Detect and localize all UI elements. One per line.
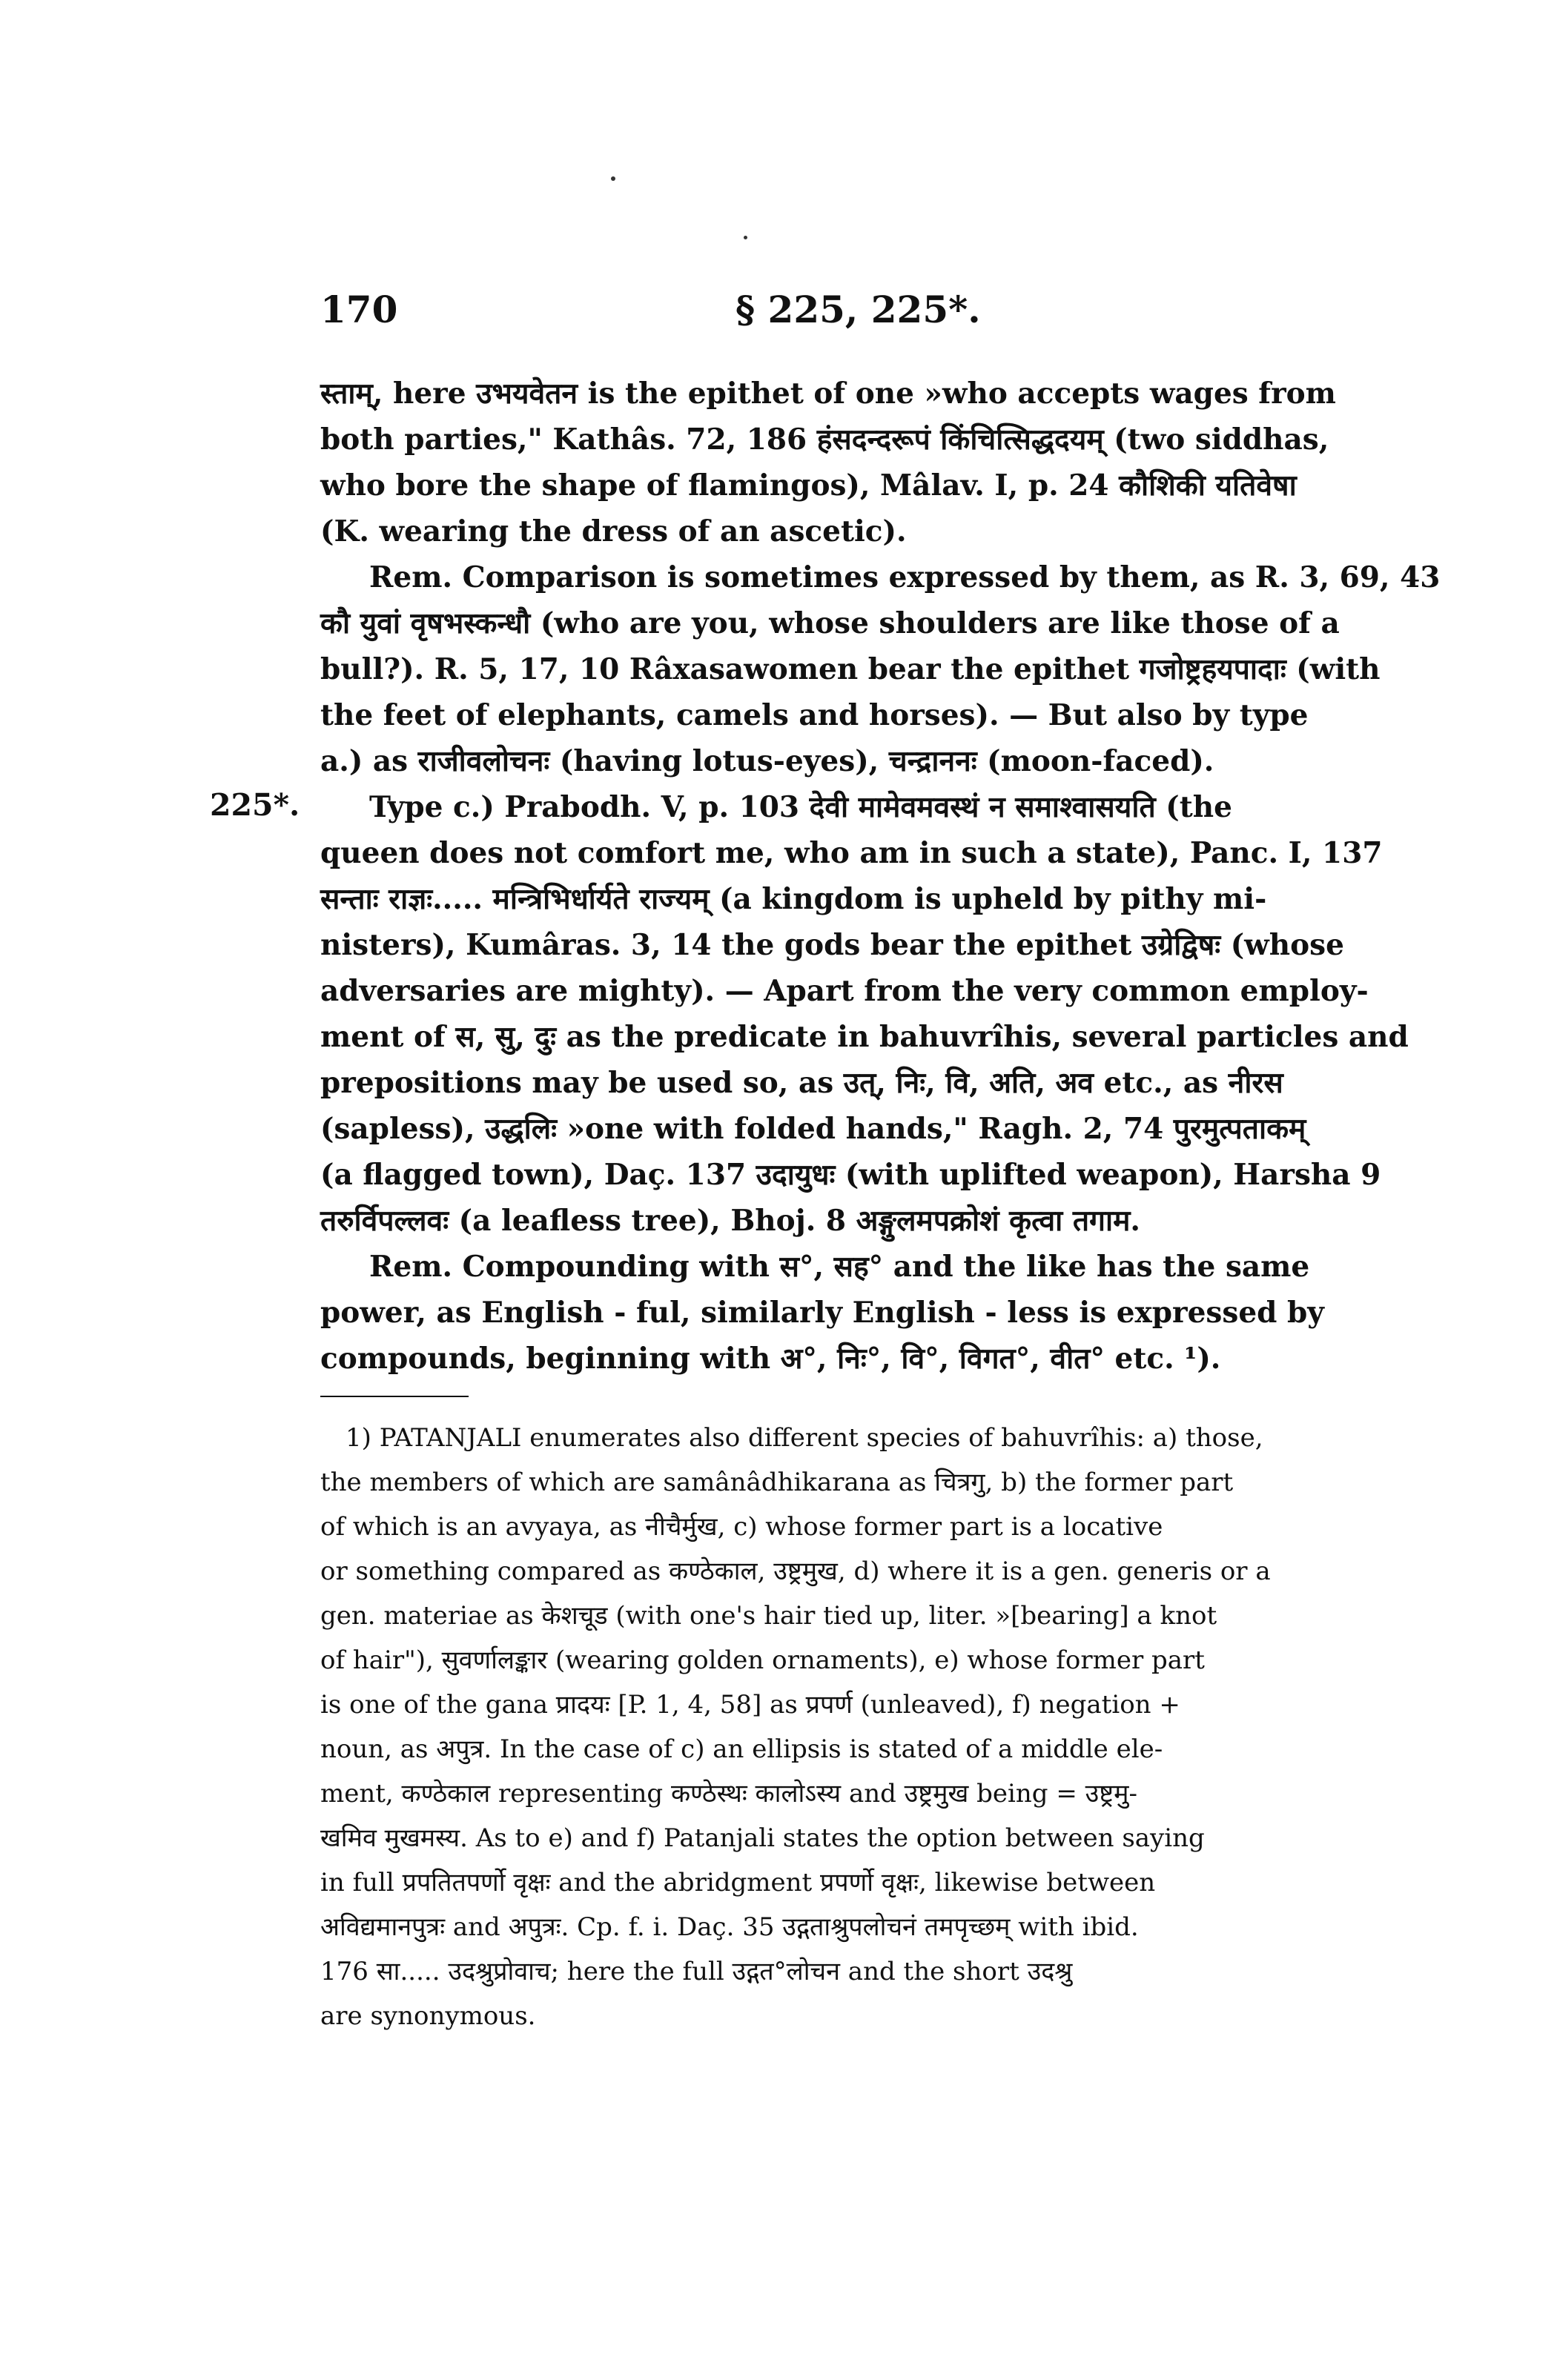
footnote-line: of which is an avyaya, as नीचैर्मुख, c) whose former part is a locative [320, 1512, 1163, 1542]
footnote-line: in full प्रपतितपर्णो वृक्षः and the abridgment प्रपर्णो वृक्षः, likewise between [320, 1868, 1156, 1897]
text-line: the feet of elephants, camels and horses). — But also by type [320, 698, 1309, 732]
text-line: adversaries are mighty). — Apart from the very common employ- [320, 974, 1369, 1008]
text-line: Rem. Compounding with स°, सह° and the like has the same [369, 1250, 1310, 1284]
text-line: कौ युवां वृषभस्कन्धौ (who are you, whose shoulders are like those of a [320, 606, 1340, 640]
text-line: (a flagged town), Daç. 137 उदायुधः (with uplifted weapon), Harsha 9 [320, 1158, 1381, 1192]
footnote-line: the members of which are samânâdhikarana as चित्रगु, b) the former part [320, 1468, 1234, 1497]
text-line: both parties," Kathâs. 72, 186 हंसदन्दरूपं किंचित्सिद्धदयम् (two siddhas, [320, 422, 1329, 457]
section-heading: § 225, 225*. [735, 288, 981, 331]
text-line: Rem. Comparison is sometimes expressed by them, as R. 3, 69, 43 [369, 560, 1441, 594]
text-line: who bore the shape of flamingos), Mâlav. I, p. 24 कौशिकी यतिवेषा [320, 468, 1297, 503]
footnotes [320, 1416, 1314, 2038]
text-line: power, as English - ful, similarly English - less is expressed by [320, 1296, 1324, 1330]
text-line: bull?). R. 5, 17, 10 Râxasawomen bear the epithet गजोष्ट्रहयपादाः (with [320, 652, 1381, 686]
text-line: स्ताम्, here उभयवेतन is the epithet of one »who accepts wages from [320, 377, 1336, 411]
footnote-line: gen. materiae as केशचूड (with one's hair tied up, liter. »[bearing] a knot [320, 1601, 1217, 1631]
footnote-divider [320, 1396, 469, 1397]
main-text [320, 371, 1441, 1382]
footnote-line: noun, as अपुत्र. In the case of c) an ellipsis is stated of a middle ele- [320, 1734, 1163, 1764]
footnote-line: 176 सा..... उदश्रुप्रोवाच; here the full उद्गत°लोचन and the short उदश्रु [320, 1957, 1073, 1986]
print-speck [611, 176, 615, 181]
footnote-line: खमिव मुखमस्य. As to e) and f) Patanjali states the option between saying [320, 1823, 1205, 1853]
text-line: (sapless), उद्धलिः »one with folded hands," Ragh. 2, 74 पुरमुत्पताकम् [320, 1112, 1306, 1146]
footnote-line: or something compared as कण्ठेकाल, उष्ट्रमुख, d) where it is a gen. generis or a [320, 1557, 1271, 1586]
text-line: nisters), Kumâras. 3, 14 the gods bear the epithet उग्रेद्विषः (whose [320, 928, 1344, 962]
text-line: ment of स, सु, दुः as the predicate in bahuvrîhis, several particles and [320, 1020, 1409, 1054]
text-line: (K. wearing the dress of an ascetic). [320, 514, 907, 548]
text-line: a.) as राजीवलोचनः (having lotus-eyes), चन्द्राननः (moon-faced). [320, 744, 1214, 778]
text-line: queen does not comfort me, who am in such a state), Panc. I, 137 [320, 836, 1383, 870]
text-line: compounds, beginning with अ°, निः°, वि°, विगत°, वीत° etc. ¹). [320, 1342, 1221, 1376]
page-number: 170 [320, 288, 398, 331]
footnote-line: are synonymous. [320, 2001, 536, 2031]
text-line: तरुर्विपल्लवः (a leafless tree), Bhoj. 8 अङ्गुलमपक्रोशं कृत्वा तगाम. [320, 1204, 1141, 1238]
footnote-line: is one of the gana प्रादयः [P. 1, 4, 58] as प्रपर्ण (unleaved), f) negation + [320, 1690, 1180, 1720]
footnote-line: 1) PATANJALI enumerates also different species of bahuvrîhis: a) those, [346, 1423, 1263, 1453]
footnote-line: of hair"), सुवर्णालङ्कार (wearing golden ornaments), e) whose former part [320, 1645, 1205, 1675]
text-line: Type c.) Prabodh. V, p. 103 देवी मामेवमवस्थं न समाश्वासयति (the [369, 790, 1232, 824]
print-speck [744, 236, 747, 239]
margin-section-marker: 225*. [210, 787, 300, 823]
text-line: prepositions may be used so, as उत्, निः, वि, अति, अव etc., as नीरस [320, 1066, 1283, 1100]
page-header [320, 288, 1306, 339]
footnote-line: अविद्यमानपुत्रः and अपुत्रः. Cp. f. i. Daç. 35 उद्गताश्रुपलोचनं तमपृच्छम् with ibid. [320, 1912, 1139, 1942]
text-line: सन्ताः राज्ञः..... मन्त्रिभिर्धार्यते राज्यम् (a kingdom is upheld by pithy mi- [320, 882, 1267, 916]
footnote-line: ment, कण्ठेकाल representing कण्ठेस्थः कालोऽस्य and उष्ट्रमुख being = उष्ट्रमु- [320, 1779, 1137, 1809]
